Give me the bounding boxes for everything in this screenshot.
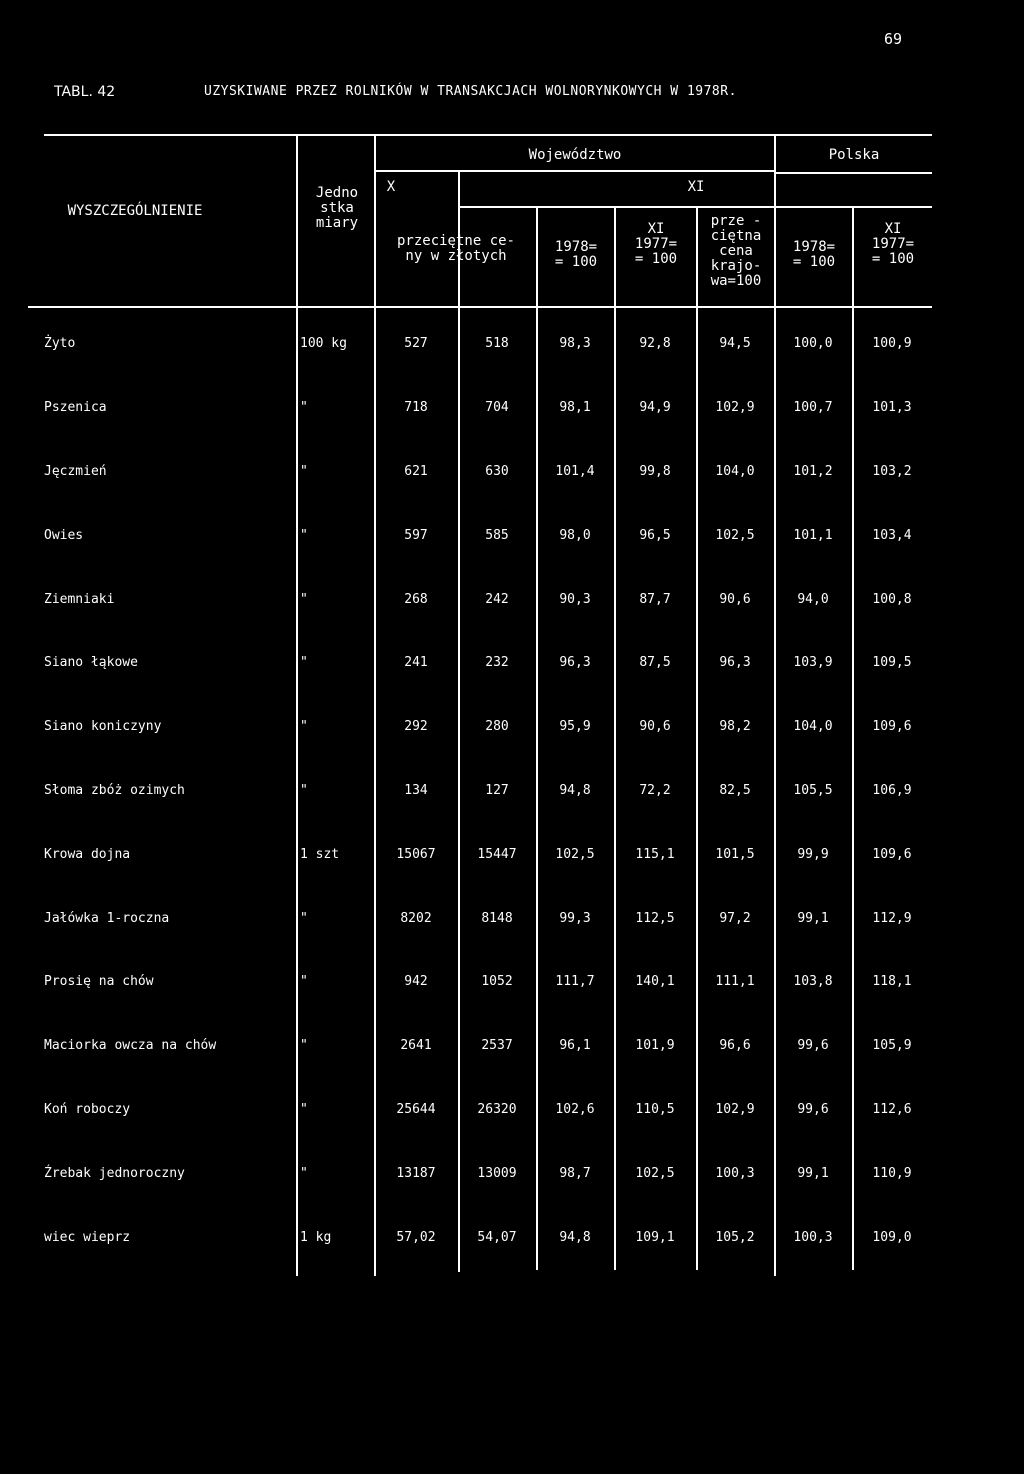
row-unit: " — [300, 1101, 308, 1117]
row-value: 8148 — [481, 910, 513, 926]
header-idx-xi-1977: XI 1977= = 100 — [634, 221, 678, 267]
row-name: Prosię na chów — [44, 974, 154, 990]
row-value: 97,2 — [719, 910, 751, 926]
row-value: 13187 — [396, 1165, 436, 1181]
header-poland: Polska — [828, 147, 880, 163]
row-value: 101,5 — [715, 846, 755, 862]
row-value: 105,2 — [715, 1229, 755, 1245]
voivodeship-rule — [376, 170, 774, 172]
poland-rule — [776, 172, 932, 174]
row-value: 104,0 — [793, 719, 833, 735]
row-value: 96,3 — [719, 655, 751, 671]
row-value: 597 — [404, 527, 428, 543]
row-value: 98,2 — [719, 719, 751, 735]
row-value: 99,8 — [639, 463, 671, 479]
row-value: 106,9 — [872, 782, 912, 798]
row-unit: " — [300, 910, 308, 926]
header-unit: Jedno stka miary — [315, 185, 359, 231]
row-value: 100,7 — [793, 400, 833, 416]
row-value: 109,0 — [872, 1229, 912, 1245]
row-value: 98,3 — [559, 336, 591, 352]
table-row — [0, 1014, 932, 1078]
row-name: Koń roboczy — [44, 1101, 131, 1117]
row-value: 101,1 — [793, 527, 833, 543]
row-value: 140,1 — [635, 974, 675, 990]
row-value: 105,9 — [872, 1038, 912, 1054]
row-name: wiec wieprz — [44, 1229, 131, 1245]
row-value: 96,6 — [719, 1038, 751, 1054]
row-value: 102,5 — [635, 1165, 675, 1181]
row-value: 704 — [485, 400, 509, 416]
row-value: 15447 — [477, 846, 517, 862]
row-value: 87,5 — [639, 655, 671, 671]
row-value: 100,9 — [872, 336, 912, 352]
row-value: 2537 — [481, 1038, 513, 1054]
table-row — [0, 503, 932, 567]
row-unit: " — [300, 527, 308, 543]
table-row — [0, 312, 932, 376]
header-x: X — [386, 179, 396, 195]
table-title: UZYSKIWANE PRZEZ ROLNIKÓW W TRANSAKCJACH WOLNORYNKOWYCH W 1978R. — [204, 84, 737, 99]
row-value: 102,9 — [715, 400, 755, 416]
row-value: 292 — [404, 719, 428, 735]
row-name: Siano koniczyny — [44, 719, 162, 735]
row-unit: " — [300, 655, 308, 671]
row-value: 90,6 — [639, 719, 671, 735]
row-value: 90,3 — [559, 591, 591, 607]
row-unit: " — [300, 1165, 308, 1181]
row-unit: " — [300, 463, 308, 479]
row-value: 942 — [404, 974, 428, 990]
row-value: 109,6 — [872, 846, 912, 862]
row-value: 102,5 — [715, 527, 755, 543]
row-value: 100,3 — [793, 1229, 833, 1245]
row-value: 100,8 — [872, 591, 912, 607]
row-value: 112,5 — [635, 910, 675, 926]
row-value: 518 — [485, 336, 509, 352]
row-value: 15067 — [396, 846, 436, 862]
row-value: 112,9 — [872, 910, 912, 926]
row-value: 94,9 — [639, 400, 671, 416]
row-name: Krowa dojna — [44, 846, 131, 862]
row-value: 134 — [404, 782, 428, 798]
row-value: 585 — [485, 527, 509, 543]
row-value: 94,0 — [797, 591, 829, 607]
table-row — [0, 1078, 932, 1142]
table-row — [0, 1205, 932, 1269]
row-value: 100,3 — [715, 1165, 755, 1181]
row-value: 98,7 — [559, 1165, 591, 1181]
row-unit: 1 kg — [300, 1229, 332, 1245]
page-number: 69 — [884, 30, 903, 48]
row-value: 99,1 — [797, 910, 829, 926]
row-value: 242 — [485, 591, 509, 607]
row-unit: " — [300, 974, 308, 990]
row-value: 94,8 — [559, 782, 591, 798]
table-row — [0, 376, 932, 440]
row-name: Owies — [44, 527, 84, 543]
row-value: 94,8 — [559, 1229, 591, 1245]
row-value: 110,5 — [635, 1101, 675, 1117]
header-spec: WYSZCZEGÓLNIENIE — [67, 203, 203, 219]
row-value: 102,6 — [555, 1101, 595, 1117]
header-pl-xi-1977: XI 1977= = 100 — [871, 221, 915, 267]
header-avg-national: prze - ciętna cena krajo- wa=100 — [710, 213, 762, 289]
header-bottom-rule — [28, 306, 932, 308]
row-name: Pszenica — [44, 400, 107, 416]
row-value: 103,2 — [872, 463, 912, 479]
row-value: 109,6 — [872, 719, 912, 735]
header-idx-1978: 1978= = 100 — [554, 239, 598, 270]
row-value: 105,5 — [793, 782, 833, 798]
row-name: Źrebak jednoroczny — [44, 1165, 185, 1181]
row-value: 109,5 — [872, 655, 912, 671]
table-row — [0, 631, 932, 695]
row-value: 101,9 — [635, 1038, 675, 1054]
row-unit: " — [300, 400, 308, 416]
row-value: 268 — [404, 591, 428, 607]
row-value: 527 — [404, 336, 428, 352]
row-value: 72,2 — [639, 782, 671, 798]
row-name: Jęczmień — [44, 463, 107, 479]
row-unit: 100 kg — [300, 336, 347, 352]
row-unit: " — [300, 1038, 308, 1054]
row-unit: 1 szt — [300, 846, 340, 862]
row-value: 110,9 — [872, 1165, 912, 1181]
row-value: 90,6 — [719, 591, 751, 607]
row-value: 94,5 — [719, 336, 751, 352]
row-value: 2641 — [400, 1038, 432, 1054]
row-value: 99,1 — [797, 1165, 829, 1181]
header-xi: XI — [687, 179, 705, 195]
table-row — [0, 695, 932, 759]
row-name: Żyto — [44, 336, 76, 352]
row-name: Słoma zbóż ozimych — [44, 782, 185, 798]
header-top-rule — [44, 134, 932, 136]
table-row — [0, 822, 932, 886]
row-value: 111,7 — [555, 974, 595, 990]
row-name: Ziemniaki — [44, 591, 115, 607]
header-avg-price: przeciętne ce- ny w złotych — [396, 233, 515, 264]
row-name: Jałówka 1-roczna — [44, 910, 170, 926]
row-value: 109,1 — [635, 1229, 675, 1245]
table-row — [0, 759, 932, 823]
row-value: 718 — [404, 400, 428, 416]
header-voivodeship: Województwo — [528, 147, 622, 163]
row-value: 621 — [404, 463, 428, 479]
row-value: 115,1 — [635, 846, 675, 862]
row-value: 102,9 — [715, 1101, 755, 1117]
row-value: 8202 — [400, 910, 432, 926]
table-row — [0, 950, 932, 1014]
row-value: 1052 — [481, 974, 513, 990]
row-value: 241 — [404, 655, 428, 671]
row-value: 103,8 — [793, 974, 833, 990]
row-value: 25644 — [396, 1101, 436, 1117]
row-value: 232 — [485, 655, 509, 671]
row-value: 111,1 — [715, 974, 755, 990]
row-value: 118,1 — [872, 974, 912, 990]
row-value: 101,2 — [793, 463, 833, 479]
row-value: 99,9 — [797, 846, 829, 862]
row-value: 100,0 — [793, 336, 833, 352]
row-value: 104,0 — [715, 463, 755, 479]
row-value: 96,1 — [559, 1038, 591, 1054]
row-value: 87,7 — [639, 591, 671, 607]
row-value: 98,1 — [559, 400, 591, 416]
row-value: 103,9 — [793, 655, 833, 671]
table-label: TABL. 42 — [54, 84, 116, 100]
data-table — [0, 312, 932, 1269]
row-value: 57,02 — [396, 1229, 436, 1245]
row-value: 99,3 — [559, 910, 591, 926]
table-row — [0, 886, 932, 950]
row-value: 630 — [485, 463, 509, 479]
row-value: 92,8 — [639, 336, 671, 352]
row-value: 95,9 — [559, 719, 591, 735]
row-value: 99,6 — [797, 1038, 829, 1054]
row-value: 82,5 — [719, 782, 751, 798]
table-row — [0, 440, 932, 504]
row-value: 101,4 — [555, 463, 595, 479]
row-value: 103,4 — [872, 527, 912, 543]
row-unit: " — [300, 782, 308, 798]
row-name: Maciorka owcza na chów — [44, 1038, 217, 1054]
row-name: Siano łąkowe — [44, 655, 138, 671]
row-value: 26320 — [477, 1101, 517, 1117]
row-unit: " — [300, 719, 308, 735]
row-value: 112,6 — [872, 1101, 912, 1117]
row-value: 96,3 — [559, 655, 591, 671]
table-row — [0, 1141, 932, 1205]
row-value: 98,0 — [559, 527, 591, 543]
header-pl-1978: 1978= = 100 — [792, 239, 836, 270]
row-unit: " — [300, 591, 308, 607]
table-row — [0, 567, 932, 631]
row-value: 13009 — [477, 1165, 517, 1181]
row-value: 280 — [485, 719, 509, 735]
row-value: 54,07 — [477, 1229, 517, 1245]
row-value: 127 — [485, 782, 509, 798]
row-value: 101,3 — [872, 400, 912, 416]
row-value: 99,6 — [797, 1101, 829, 1117]
row-value: 96,5 — [639, 527, 671, 543]
row-value: 102,5 — [555, 846, 595, 862]
